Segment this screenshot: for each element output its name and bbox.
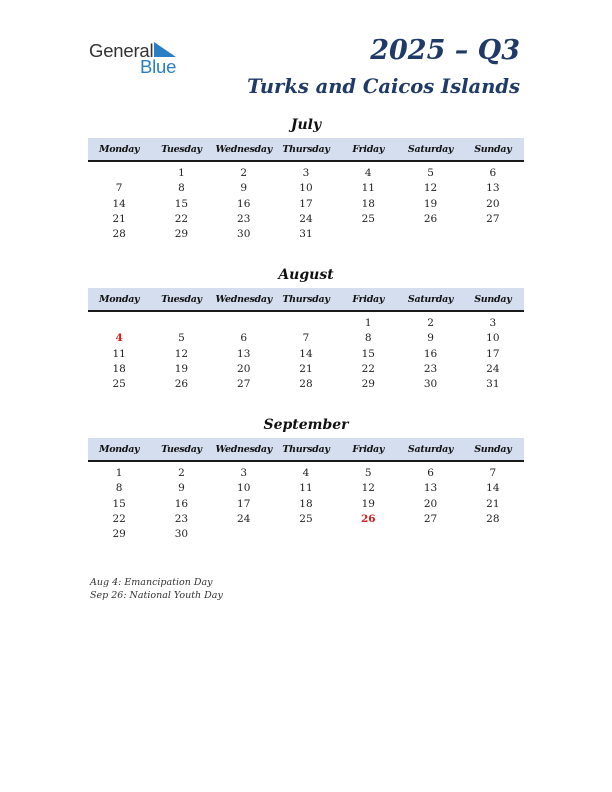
day-cell: 28: [112, 228, 126, 241]
day-cell: 19: [423, 197, 438, 210]
month-days: [88, 312, 524, 392]
month-august: [88, 266, 524, 392]
day-cell: 18: [299, 497, 313, 510]
weekday-label: Thursday: [282, 293, 330, 305]
day-cell: 4: [302, 467, 310, 479]
day-cell: 10: [237, 482, 251, 495]
day-cell: 2: [427, 317, 434, 329]
day-cell: 21: [299, 362, 313, 375]
week-row: [88, 316, 524, 331]
month-days: [88, 162, 524, 242]
day-cell: 29: [112, 528, 126, 541]
day-cell: 20: [423, 497, 438, 510]
empty-day-cell: [337, 227, 399, 242]
day-cell: 13: [423, 482, 438, 495]
week-row: [88, 377, 524, 392]
weekday-header: [88, 138, 524, 162]
day-cell: 10: [486, 332, 500, 345]
day-cell: 17: [237, 497, 251, 510]
day-cell: 25: [361, 212, 375, 225]
day-cell: 22: [174, 212, 189, 225]
weekday-label: Tuesday: [161, 293, 202, 305]
day-cell: 12: [423, 182, 438, 195]
day-cell: 3: [240, 467, 248, 479]
day-cell: 21: [486, 497, 500, 510]
day-cell: 17: [299, 197, 313, 210]
holiday-note: Aug 4: Emancipation Day: [90, 577, 213, 588]
day-cell: 3: [302, 167, 310, 179]
week-row: [88, 481, 524, 496]
day-cell: 13: [237, 347, 251, 360]
day-cell: 30: [237, 228, 251, 241]
day-cell: 9: [240, 182, 248, 195]
empty-day-cell: [462, 227, 524, 242]
day-cell: 15: [112, 497, 126, 510]
day-cell: 8: [178, 182, 185, 195]
day-cell: 15: [174, 197, 189, 210]
weekday-label: Saturday: [407, 443, 454, 455]
day-cell: 16: [174, 497, 189, 510]
day-cell: 31: [486, 378, 500, 391]
weekday-label: Sunday: [474, 293, 512, 305]
day-cell: 1: [364, 317, 372, 329]
weekday-label: Sunday: [474, 143, 512, 155]
weekday-label: Wednesday: [215, 143, 272, 155]
day-cell: 4: [364, 167, 372, 179]
day-cell: 30: [174, 528, 189, 541]
day-cell: 13: [486, 182, 500, 195]
weekday-label: Saturday: [407, 293, 454, 305]
day-cell: 25: [112, 378, 126, 391]
week-row: [88, 227, 524, 242]
day-cell: 12: [361, 482, 375, 495]
day-cell: 14: [112, 197, 126, 210]
holiday-note: Sep 26: National Youth Day: [90, 590, 223, 601]
day-cell: 30: [423, 378, 438, 391]
week-row: [88, 466, 524, 481]
holiday-notes: [90, 576, 223, 602]
weekday-label: Monday: [99, 293, 140, 305]
weekday-header: [88, 438, 524, 462]
day-cell: 11: [299, 482, 313, 495]
day-cell: 9: [178, 482, 185, 495]
day-cell: 29: [174, 228, 189, 241]
weekday-header: [88, 288, 524, 312]
day-cell: 31: [299, 228, 313, 241]
holiday-day-cell: 4: [115, 332, 123, 345]
day-cell: 5: [427, 167, 434, 179]
week-row: [88, 347, 524, 362]
day-cell: 7: [489, 467, 497, 479]
empty-day-cell: [88, 166, 150, 181]
day-cell: 1: [115, 467, 123, 479]
day-cell: 19: [174, 362, 189, 375]
day-cell: 11: [361, 182, 375, 195]
weekday-label: Friday: [352, 143, 385, 155]
day-cell: 14: [486, 482, 500, 495]
weekday-label: Friday: [352, 443, 385, 455]
day-cell: 26: [423, 212, 438, 225]
day-cell: 5: [178, 332, 185, 345]
day-cell: 9: [427, 332, 434, 345]
month-title: August: [278, 267, 334, 283]
generalblue-logo: [89, 40, 189, 76]
day-cell: 6: [489, 167, 497, 179]
day-cell: 23: [423, 362, 438, 375]
day-cell: 20: [237, 362, 251, 375]
weekday-label: Wednesday: [215, 443, 272, 455]
day-cell: 16: [237, 197, 251, 210]
empty-day-cell: [275, 316, 337, 331]
month-title: July: [290, 117, 322, 133]
week-row: [88, 166, 524, 181]
empty-day-cell: [150, 316, 212, 331]
day-cell: 27: [237, 378, 251, 391]
day-cell: 25: [299, 512, 313, 525]
week-row: [88, 497, 524, 512]
day-cell: 18: [361, 197, 375, 210]
empty-day-cell: [399, 227, 461, 242]
weekday-label: Monday: [99, 443, 140, 455]
day-cell: 6: [240, 332, 248, 345]
day-cell: 7: [302, 332, 310, 345]
day-cell: 29: [361, 378, 375, 391]
page-subtitle: Turks and Caicos Islands: [247, 75, 520, 98]
day-cell: 21: [112, 212, 126, 225]
day-cell: 6: [427, 467, 434, 479]
day-cell: 11: [112, 347, 126, 360]
empty-day-cell: [213, 316, 275, 331]
day-cell: 10: [299, 182, 313, 195]
day-cell: 17: [486, 347, 500, 360]
weekday-label: Monday: [99, 143, 140, 155]
week-row: [88, 512, 524, 527]
month-july: [88, 116, 524, 242]
day-cell: 12: [174, 347, 189, 360]
day-cell: 20: [486, 197, 500, 210]
day-cell: 24: [299, 212, 313, 225]
day-cell: 24: [237, 512, 251, 525]
empty-day-cell: [337, 527, 399, 542]
day-cell: 26: [174, 378, 189, 391]
empty-day-cell: [88, 316, 150, 331]
day-cell: 24: [486, 362, 500, 375]
day-cell: 28: [299, 378, 313, 391]
empty-day-cell: [462, 527, 524, 542]
day-cell: 8: [364, 332, 372, 345]
empty-day-cell: [275, 527, 337, 542]
logo-text-blue: Blue: [140, 56, 177, 77]
day-cell: 14: [299, 347, 313, 360]
day-cell: 23: [174, 512, 189, 525]
weekday-label: Friday: [352, 293, 385, 305]
day-cell: 2: [240, 167, 248, 179]
day-cell: 16: [423, 347, 438, 360]
week-row: [88, 181, 524, 196]
weekday-label: Tuesday: [161, 143, 202, 155]
day-cell: 27: [423, 512, 438, 525]
day-cell: 27: [486, 212, 500, 225]
week-row: [88, 362, 524, 377]
weekday-label: Thursday: [282, 143, 330, 155]
weekday-label: Tuesday: [161, 443, 202, 455]
day-cell: 18: [112, 362, 126, 375]
weekday-label: Thursday: [282, 443, 330, 455]
month-september: [88, 416, 524, 542]
week-row: [88, 527, 524, 542]
day-cell: 28: [486, 512, 500, 525]
day-cell: 19: [361, 497, 375, 510]
empty-day-cell: [213, 527, 275, 542]
holiday-day-cell: 26: [360, 512, 376, 525]
day-cell: 8: [115, 482, 123, 495]
empty-day-cell: [399, 527, 461, 542]
day-cell: 22: [361, 362, 375, 375]
weekday-label: Saturday: [407, 143, 454, 155]
month-days: [88, 462, 524, 542]
weekday-label: Sunday: [474, 443, 512, 455]
day-cell: 2: [178, 467, 185, 479]
logo-text-general: General: [89, 40, 154, 61]
day-cell: 22: [112, 512, 126, 525]
page-title: 2025 – Q3: [370, 35, 520, 66]
day-cell: 1: [178, 167, 185, 179]
day-cell: 7: [115, 182, 123, 195]
weekday-label: Wednesday: [215, 293, 272, 305]
day-cell: 15: [361, 347, 375, 360]
day-cell: 3: [489, 317, 497, 329]
day-cell: 23: [237, 212, 251, 225]
week-row: [88, 212, 524, 227]
week-row: [88, 197, 524, 212]
week-row: [88, 331, 524, 346]
day-cell: 5: [364, 467, 372, 479]
month-title: September: [263, 417, 349, 433]
